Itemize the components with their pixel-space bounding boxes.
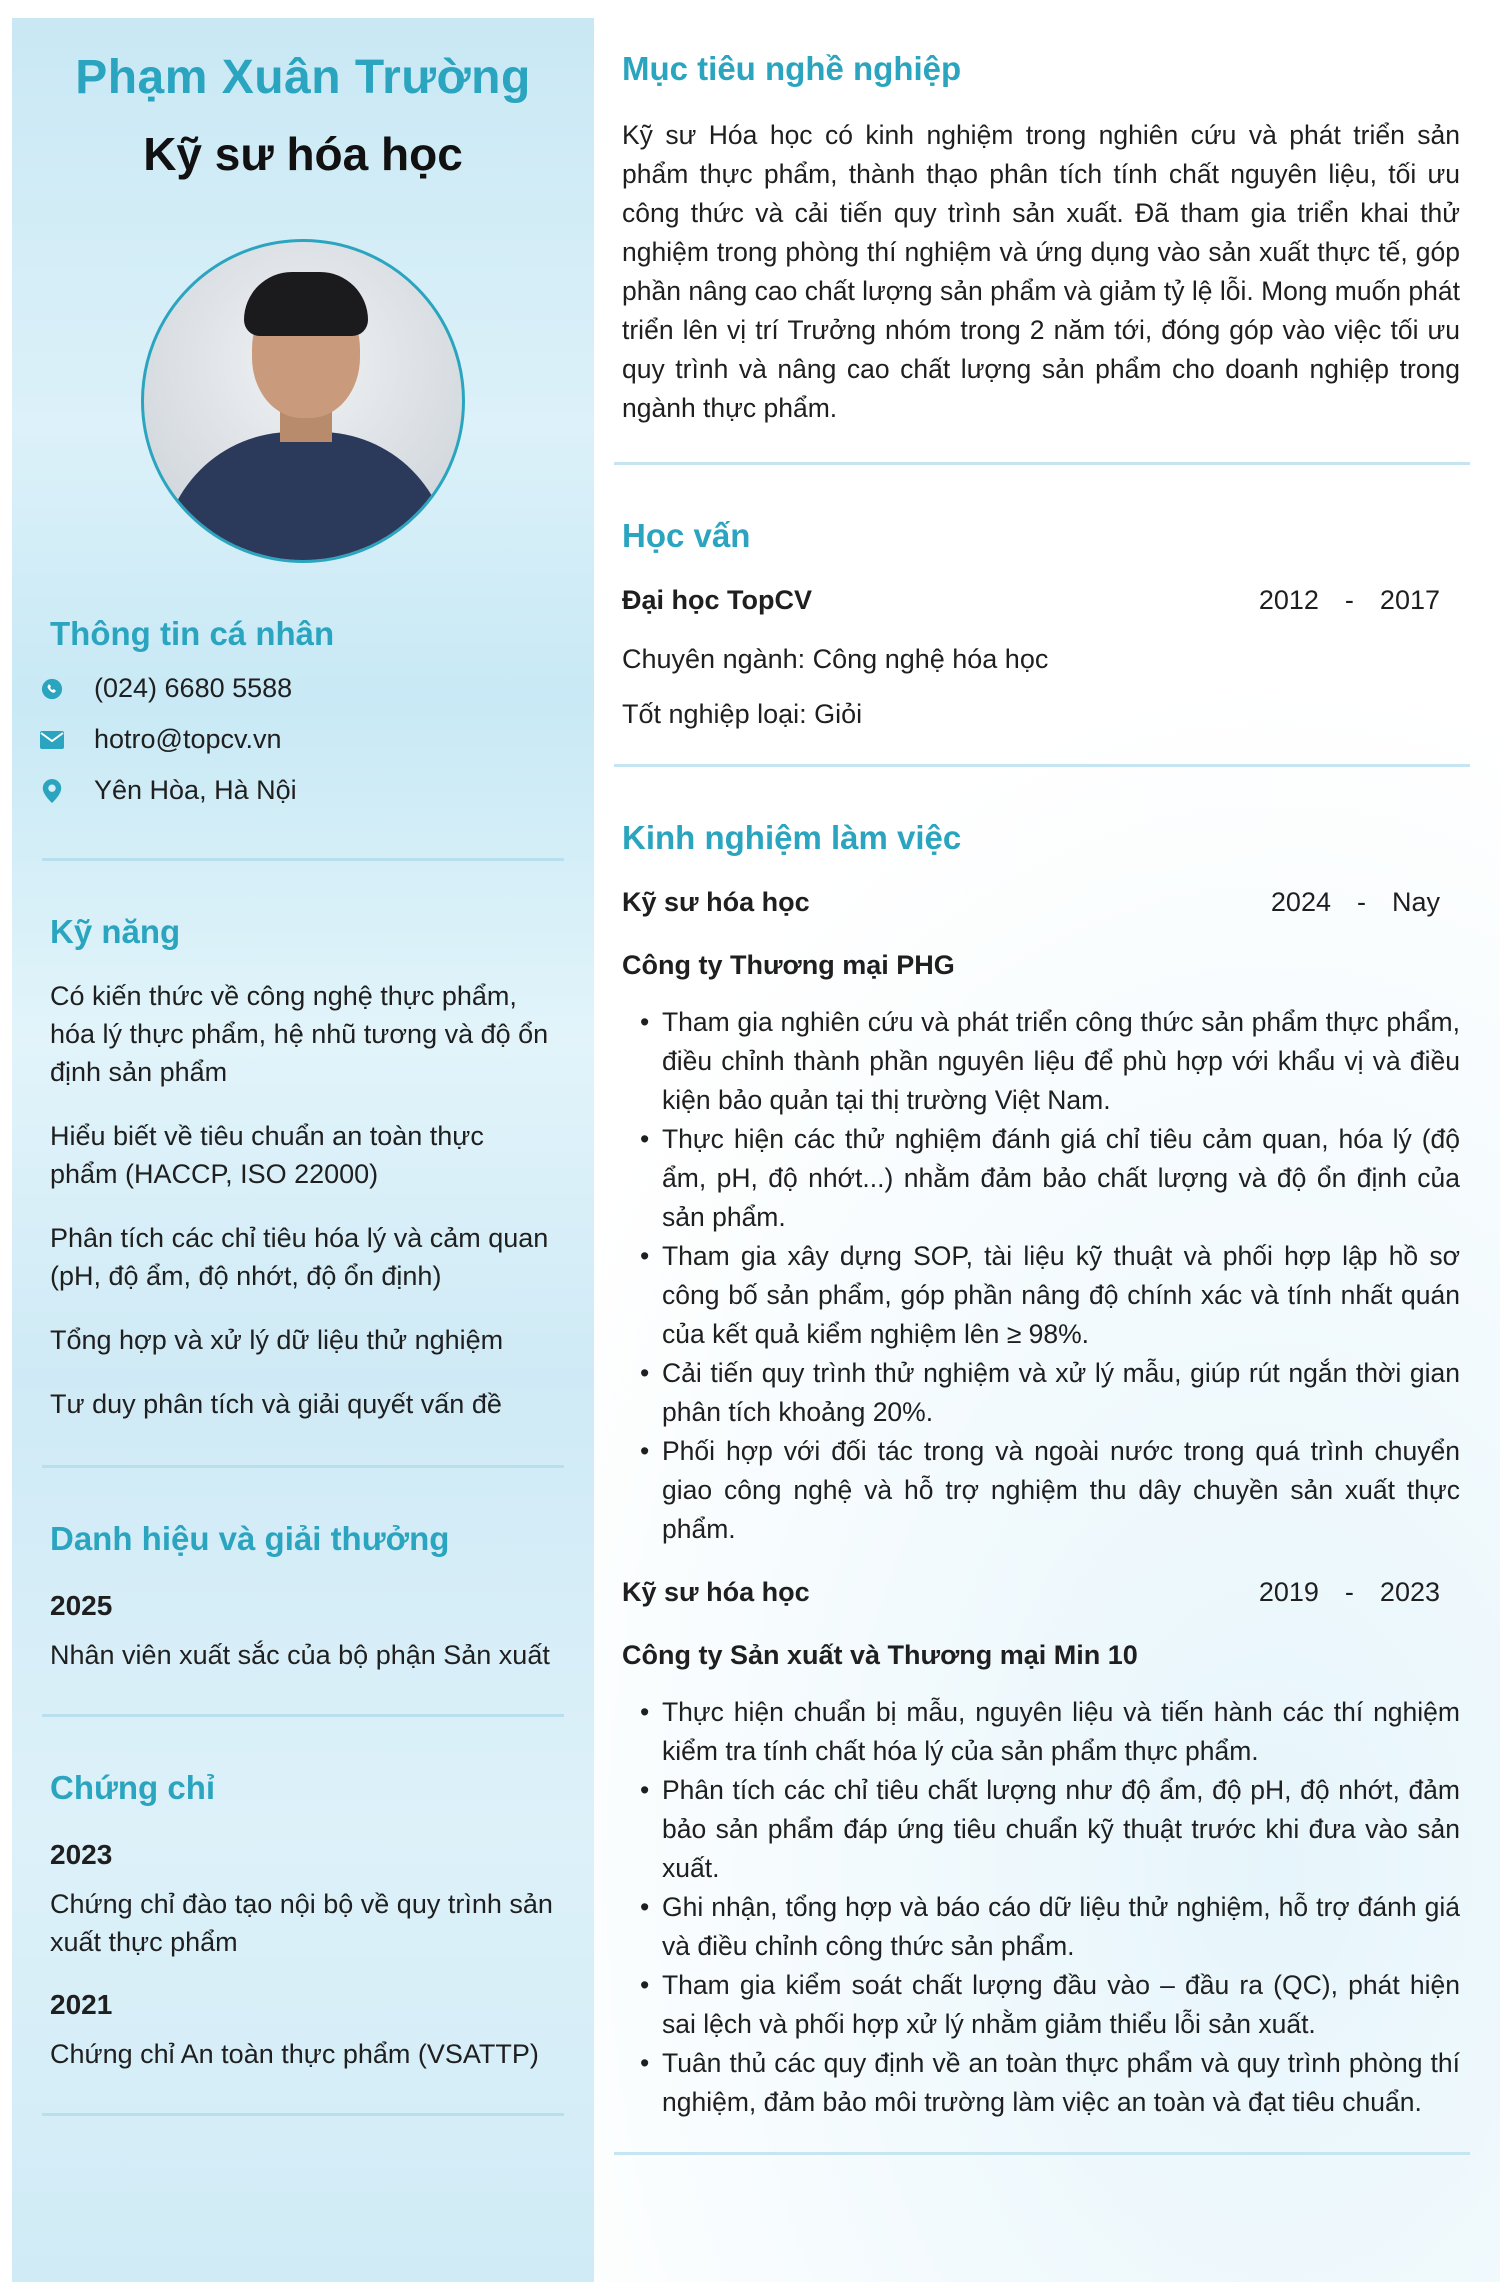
duty-item: • Tham gia nghiên cứu và phát triển công thức sản phẩm thực phẩm, điều chỉnh thành phần nguyên liệu để phù hợp với khẩu vị và điều kiện bảo quản tại thị trường Việt Nam. [640,1003,1470,1120]
skills-heading: Kỹ năng [50,913,181,950]
duty-item: • Tham gia xây dựng SOP, tài liệu kỹ thuật và phối hợp lập hồ sơ công bố sản phẩm, góp phần nâng độ chính xác và tính nhất quán của kết quả kiểm nghiệm lên ≥ 98%. [640,1237,1470,1354]
job-role: Kỹ sư hóa học [622,1577,810,1607]
job-duties [622,1693,1470,2122]
duty-item: • Tham gia kiểm soát chất lượng đầu vào – đầu ra (QC), phát hiện sai lệch và phối hợp xử lý nhằm giảm thiểu lỗi sản xuất. [640,1966,1470,2044]
objective-section [620,50,1470,428]
education-dash: - [1344,585,1354,615]
sidebar [12,18,594,2282]
main-divider [614,2152,1470,2155]
award-text: Nhân viên xuất sắc của bộ phận Sản xuất [50,1640,550,1670]
avatar-shirt [162,432,450,563]
education-section [620,517,1470,730]
skill-item: Tổng hợp và xử lý dữ liệu thử nghiệm [50,1325,504,1355]
contact-email[interactable]: hotro@topcv.vn [94,724,282,754]
job-end: 2023 [1379,1577,1440,1607]
skill-item: Tư duy phân tích và giải quyết vấn đề [50,1389,502,1419]
job-row [622,887,1470,918]
sidebar-divider [42,1465,564,1468]
map-pin-icon [40,779,64,803]
job-start: 2019 [1258,1577,1319,1607]
school-name: Đại học TopCV [622,585,813,615]
skill-item: Phân tích các chỉ tiêu hóa lý và cảm quan (pH, độ ẩm, độ nhớt, độ ổn định) [50,1223,549,1291]
job-end: Nay [1391,887,1440,917]
objective-text: Kỹ sư Hóa học có kinh nghiệm trong nghiên cứu và phát triển sản phẩm thực phẩm, thành thạo phân tích tính chất nguyên liệu, tối ưu công thức và cải tiến quy trình sản xuất. Đã tham gia triển khai thử nghiệm trong phòng thí nghiệm và ứng dụng vào sản xuất thực tế, góp phần nâng cao chất lượng sản phẩm và giảm tỷ lệ lỗi. Mong muốn phát triển lên vị trí Trưởng nhóm trong 2 năm tới, đóng góp vào việc tối ưu quy trình và nâng cao chất lượng sản phẩm cho doanh nghiệp trong ngành thực phẩm. [622,120,1460,423]
job-role: Kỹ sư hóa học [622,887,810,917]
award-year: 2025 [50,1590,113,1621]
candidate-name: Phạm Xuân Trường [75,51,531,104]
education-heading: Học vấn [622,517,751,554]
job-company: Công ty Thương mại PHG [622,950,955,980]
duty-item: • Cải tiến quy trình thử nghiệm và xử lý mẫu, giúp rút ngắn thời gian phân tích khoảng 20%. [640,1354,1470,1432]
job-dash: - [1356,887,1366,917]
duty-item: • Ghi nhận, tổng hợp và báo cáo dữ liệu thử nghiệm, hỗ trợ đánh giá và điều chỉnh công thức sản phẩm. [640,1888,1470,1966]
awards-heading: Danh hiệu và giải thưởng [50,1520,450,1557]
main-divider [614,764,1470,767]
job-start: 2024 [1270,887,1331,917]
main-content [620,0,1470,2155]
contact-address: Yên Hòa, Hà Nội [94,775,297,805]
contact-address-row [50,775,556,806]
duty-item: • Thực hiện các thử nghiệm đánh giá chỉ tiêu cảm quan, hóa lý (độ ẩm, pH, độ nhớt...) nhằm đảm bảo chất lượng và độ ổn định của sản phẩm. [640,1120,1470,1237]
job-row [622,1577,1470,1608]
skill-item: Hiểu biết về tiêu chuẩn an toàn thực phẩm (HACCP, ISO 22000) [50,1121,484,1189]
objective-heading: Mục tiêu nghề nghiệp [622,50,962,87]
main-divider [614,462,1470,465]
duty-item: • Phân tích các chỉ tiêu chất lượng như độ ẩm, độ pH, độ nhớt, đảm bảo sản phẩm đáp ứng tiêu chuẩn kỹ thuật trước khi đưa vào sản xuất. [640,1771,1470,1888]
experience-heading: Kinh nghiệm làm việc [622,819,962,856]
job-dates [1259,1577,1440,1608]
sidebar-divider [42,2113,564,2116]
duty-item: • Tuân thủ các quy định về an toàn thực phẩm và quy trình phòng thí nghiệm, đảm bảo môi trường làm việc an toàn và đạt tiêu chuẩn. [640,2044,1470,2122]
certificate-year: 2021 [50,1989,113,2020]
education-end: 2017 [1379,585,1440,615]
contact-heading: Thông tin cá nhân [50,615,335,652]
education-dates [1259,585,1440,616]
avatar-hair [244,272,368,336]
certificate-text: Chứng chỉ đào tạo nội bộ về quy trình sản xuất thực phẩm [50,1889,553,1957]
education-start: 2012 [1258,585,1319,615]
certificate-year: 2023 [50,1839,113,1870]
certificate-text: Chứng chỉ An toàn thực phẩm (VSATTP) [50,2039,539,2069]
sidebar-divider [42,858,564,861]
contact-phone[interactable]: (024) 6680 5588 [94,673,293,703]
contact-email-row [50,724,556,755]
education-grade: Tốt nghiệp loại: Giỏi [622,699,863,729]
candidate-title: Kỹ sư hóa học [143,128,463,180]
job-dates [1271,887,1440,918]
education-major: Chuyên ngành: Công nghệ hóa học [622,644,1049,674]
avatar [141,239,465,563]
job-duties [622,1003,1470,1549]
sidebar-divider [42,1714,564,1717]
envelope-icon [40,728,64,752]
contact-phone-row [50,673,556,704]
job-dash: - [1344,1577,1354,1607]
education-row [622,585,1470,616]
duty-item: • Thực hiện chuẩn bị mẫu, nguyên liệu và tiến hành các thí nghiệm kiểm tra tính chất hóa lý của sản phẩm thực phẩm. [640,1693,1470,1771]
certificates-heading: Chứng chỉ [50,1769,216,1806]
job-company: Công ty Sản xuất và Thương mại Min 10 [622,1640,1138,1670]
skill-item: Có kiến thức về công nghệ thực phẩm, hóa lý thực phẩm, hệ nhũ tương và độ ổn định sản phẩm [50,981,549,1087]
duty-item: • Phối hợp với đối tác trong và ngoài nước trong quá trình chuyển giao công nghệ và hỗ trợ nghiệm thu dây chuyền sản xuất thực phẩm. [640,1432,1470,1549]
experience-section [620,819,1470,2122]
phone-icon [40,677,64,701]
